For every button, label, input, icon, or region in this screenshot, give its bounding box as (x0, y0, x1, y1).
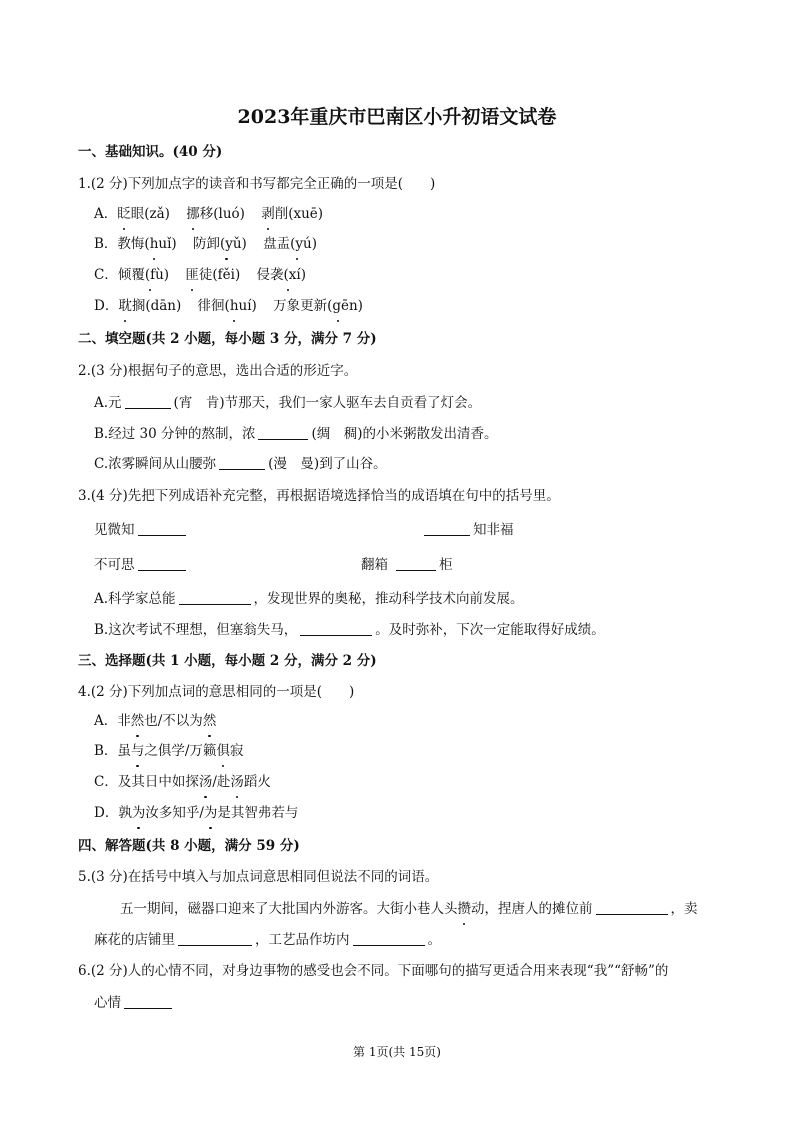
q4-option-c: C．及其日中如探汤/赴汤蹈火 (94, 774, 271, 790)
answer-blank[interactable] (138, 521, 186, 536)
answer-blank[interactable] (596, 900, 668, 915)
q1-option-b: B．教悔(huǐ) 防卸(yǔ) 盘盂(yú) (94, 236, 317, 252)
q4-option-b: B．虽与之俱学/万籁俱寂 (94, 743, 244, 759)
question-2-stem: 2.(3 分)根据句子的意思，选出合适的形近字。 (78, 363, 358, 379)
section-heading-4: 四、解答题(共 8 小题，满分 59 分) (78, 838, 300, 854)
answer-blank[interactable] (300, 621, 372, 636)
answer-blank[interactable] (179, 590, 251, 605)
q2-item-c: C.浓雾瞬间从山腰弥 (漫 曼)到了山谷。 (94, 456, 387, 472)
idiom-1: 见微知 (94, 520, 189, 540)
q2-item-a: A.元 (宵 肯)节那天，我们一家人驱车去自贡看了灯会。 (94, 395, 482, 411)
answer-blank[interactable] (125, 394, 171, 409)
page-footer: 第 1页(共 15页) (353, 1045, 441, 1059)
idiom-3: 不可思 (94, 555, 189, 575)
question-6-continuation: 心情 (94, 993, 175, 1013)
q1-option-c: C．倾覆(fù) 匪徒(fěi) 侵袭(xí) (94, 267, 306, 283)
answer-blank[interactable] (353, 931, 425, 946)
answer-blank[interactable] (258, 425, 308, 440)
q3-sentence-a: A.科学家总能 ，发现世界的奥秘，推动科学技术向前发展。 (94, 591, 524, 607)
q5-passage-line-2: 麻花的店铺里 ，工艺品作坊内 。 (94, 932, 441, 948)
idiom-4: 翻箱 柜 (361, 557, 453, 573)
answer-blank[interactable] (124, 994, 172, 1009)
question-1-stem: 1.(2 分)下列加点字的读音和书写都完全正确的一项是( ) (78, 176, 436, 192)
section-heading-1: 一、基础知识。(40 分) (78, 144, 223, 160)
question-6-stem: 6.(2 分)人的心情不同，对身边事物的感受也会不同。下面哪句的描写更适合用来表现“我”“舒畅”的 (78, 963, 669, 979)
q2-item-b: B.经过 30 分钟的熬制，浓 (绸 稠)的小米粥散发出清香。 (94, 426, 498, 442)
q5-passage-line-1: 五一期间，磁器口迎来了大批国内外游客。大街小巷人头攒动，捏唐人的摊位前 ，卖 (120, 901, 698, 917)
q1-option-d: D．耽搁(dān) 徘徊(huí) 万象更新(gēn) (94, 298, 363, 314)
question-4-stem: 4.(2 分)下列加点词的意思相同的一项是( ) (78, 684, 355, 700)
q4-option-a: A．非然也/不以为然 (94, 713, 217, 729)
page-title: 2023年重庆市巴南区小升初语文试卷 (237, 106, 557, 128)
q4-option-d: D．孰为汝多知乎/为是其智弗若与 (94, 805, 299, 821)
q3-sentence-b: B.这次考试不理想，但塞翁失马， 。及时弥补，下次一定能取得好成绩。 (94, 622, 605, 638)
answer-blank[interactable] (138, 556, 186, 571)
answer-blank[interactable] (219, 455, 265, 470)
section-heading-3: 三、选择题(共 1 小题，每小题 2 分，满分 2 分) (78, 653, 377, 669)
answer-blank[interactable] (178, 931, 252, 946)
idiom-2: 知非福 (424, 520, 514, 540)
answer-blank[interactable] (424, 521, 470, 536)
section-heading-2: 二、填空题(共 2 小题，每小题 3 分，满分 7 分) (78, 331, 377, 347)
question-3-stem: 3.(4 分)先把下列成语补充完整，再根据语境选择恰当的成语填在句中的括号里。 (78, 488, 560, 504)
answer-blank[interactable] (396, 556, 436, 571)
question-5-stem: 5.(3 分)在括号中填入与加点词意思相同但说法不同的词语。 (78, 869, 439, 885)
q1-option-a: A．眨眼(zǎ) 挪移(luó) 剥削(xuē) (94, 206, 324, 222)
